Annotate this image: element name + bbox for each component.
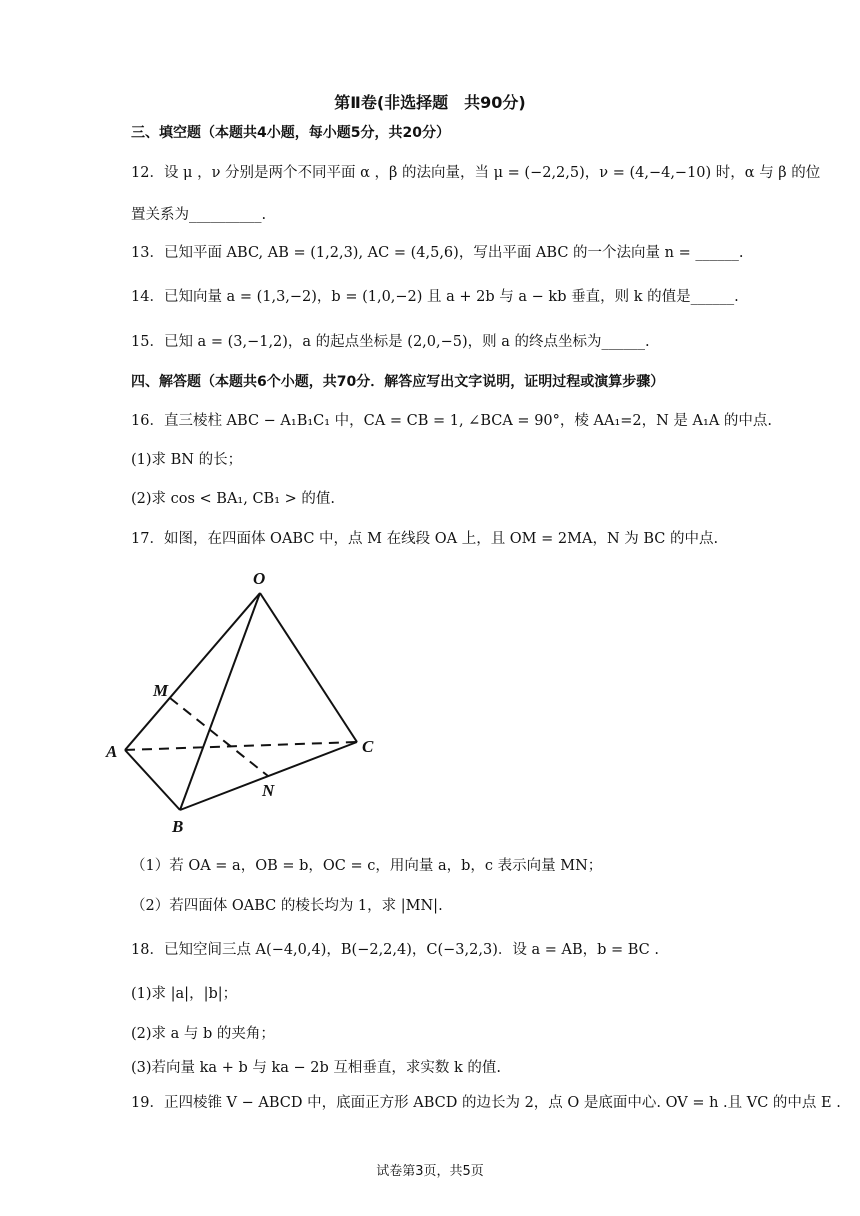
edge-OB	[180, 593, 260, 810]
question-17-part-2: （2）若四面体 OABC 的棱长均为 1，求 |MN|.	[131, 898, 443, 914]
question-16-part-2: (2)求 cos < BA₁, CB₁ > 的值.	[131, 491, 336, 507]
question-18-part-2: (2)求 a 与 b 的夹角；	[131, 1026, 275, 1042]
section-fill-in-heading: 三、填空题（本题共4小题，每小题5分，共20分）	[131, 125, 450, 141]
question-18-part-3: (3)若向量 ka + b 与 ka − 2b 互相垂直，求实数 k 的值.	[131, 1060, 501, 1076]
edge-OC	[260, 593, 357, 742]
tetrahedron-diagram	[95, 560, 395, 840]
edge-OA	[125, 593, 260, 750]
label-O: O	[253, 569, 266, 588]
label-B: B	[172, 817, 184, 836]
question-17-part-1: （1）若 OA = a，OB = b，OC = c，用向量 a，b，c 表示向量 MN；	[131, 858, 603, 874]
label-M: M	[153, 681, 169, 700]
question-19: 19．正四棱锥 V − ABCD 中，底面正方形 ABCD 的边长为 2，点 O 是底面中心. OV = h .且 VC 的中点 E .	[131, 1095, 841, 1111]
question-13: 13．已知平面 ABC, AB = (1,2,3), AC = (4,5,6)，写出平面 ABC 的一个法向量 n = ______.	[131, 245, 744, 261]
question-16: 16．直三棱柱 ABC − A₁B₁C₁ 中，CA = CB = 1, ∠BCA = 90°，棱 AA₁=2，N 是 A₁A 的中点.	[131, 413, 773, 429]
question-17: 17．如图，在四面体 OABC 中，点 M 在线段 OA 上，且 OM = 2MA，N 为 BC 的中点.	[131, 531, 719, 547]
question-14: 14．已知向量 a = (1,3,−2)，b = (1,0,−2) 且 a + 2b 与 a − kb 垂直，则 k 的值是______.	[131, 289, 739, 305]
question-16-part-1: (1)求 BN 的长；	[131, 452, 243, 468]
question-12-line-2: 置关系为__________.	[131, 207, 267, 223]
label-A: A	[106, 742, 118, 761]
edge-AB	[125, 750, 180, 810]
page-title: 第Ⅱ卷(非选择题 共90分)	[334, 93, 526, 112]
question-18-part-1: (1)求 |a|，|b|；	[131, 986, 238, 1002]
question-18: 18．已知空间三点 A(−4,0,4)，B(−2,2,4)，C(−3,2,3)．设 a = AB，b = BC .	[131, 942, 659, 958]
segment-MN-hidden	[170, 698, 268, 776]
edge-AC-hidden	[125, 742, 357, 750]
tetrahedron-figure	[95, 560, 395, 840]
page-footer: 试卷第3页，共5页	[376, 1164, 484, 1179]
question-12-line-1: 12．设 μ ，ν 分别是两个不同平面 α ，β 的法向量，当 μ = (−2,2,5)，ν = (4,−4,−10) 时，α 与 β 的位	[131, 165, 821, 181]
label-N: N	[262, 781, 275, 800]
section-solutions-heading: 四、解答题（本题共6个小题，共70分．解答应写出文字说明，证明过程或演算步骤）	[131, 374, 665, 390]
question-15: 15．已知 a = (3,−1,2)，a 的起点坐标是 (2,0,−5)，则 a 的终点坐标为______.	[131, 334, 650, 350]
label-C: C	[362, 737, 374, 756]
